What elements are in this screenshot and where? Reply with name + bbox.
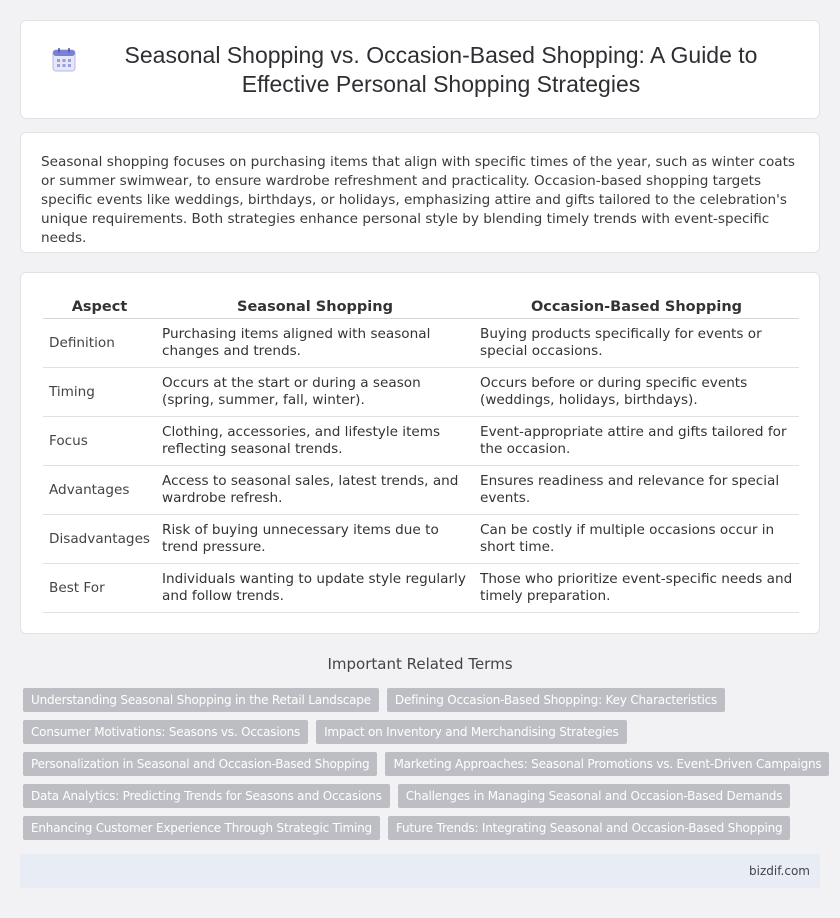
tag-row (23, 720, 823, 744)
intro-text: Seasonal shopping focuses on purchasing items that align with specific times of the year, such as winter coats or summer swimwear, to ensure wardrobe refreshment and practicality. Occasion-based shopping targets specific events like weddings, birthdays, or holidays, emphasizing attire and gifts tailored to the celebration's unique requirements. Both strategies enhance personal style by blending timely trends with event-specific needs. (41, 154, 796, 246)
tag-row (23, 688, 823, 712)
cell-seasonal: Individuals wanting to update style regularly and follow trends. (156, 564, 474, 613)
related-term-tag[interactable]: Defining Occasion-Based Shopping: Key Characteristics (387, 688, 725, 712)
table-header-row (43, 295, 799, 319)
related-terms-list (23, 688, 823, 848)
cell-aspect: Best For (43, 564, 156, 613)
table-row (43, 319, 799, 368)
header-occasion: Occasion-Based Shopping (474, 295, 799, 319)
table-row (43, 515, 799, 564)
cell-occasion: Those who prioritize event-specific needs and timely preparation. (474, 564, 799, 613)
cell-seasonal: Purchasing items aligned with seasonal changes and trends. (156, 319, 474, 368)
footer (20, 854, 820, 888)
table-row (43, 564, 799, 613)
related-term-tag[interactable]: Challenges in Managing Seasonal and Occasion-Based Demands (398, 784, 791, 808)
header-seasonal: Seasonal Shopping (156, 295, 474, 319)
header-aspect: Aspect (43, 295, 156, 319)
related-term-tag[interactable]: Enhancing Customer Experience Through Strategic Timing (23, 816, 380, 840)
cell-seasonal: Clothing, accessories, and lifestyle items reflecting seasonal trends. (156, 417, 474, 466)
tag-row (23, 752, 823, 776)
related-term-tag[interactable]: Impact on Inventory and Merchandising Strategies (316, 720, 626, 744)
cell-seasonal: Occurs at the start or during a season (spring, summer, fall, winter). (156, 368, 474, 417)
table-row (43, 466, 799, 515)
cell-occasion: Event-appropriate attire and gifts tailored for the occasion. (474, 417, 799, 466)
related-term-tag[interactable]: Personalization in Seasonal and Occasion-Based Shopping (23, 752, 377, 776)
cell-aspect: Definition (43, 319, 156, 368)
cell-seasonal: Risk of buying unnecessary items due to trend pressure. (156, 515, 474, 564)
cell-aspect: Disadvantages (43, 515, 156, 564)
related-term-tag[interactable]: Understanding Seasonal Shopping in the Retail Landscape (23, 688, 379, 712)
cell-aspect: Advantages (43, 466, 156, 515)
footer-brand[interactable]: bizdif.com (749, 864, 810, 878)
cell-seasonal: Access to seasonal sales, latest trends, and wardrobe refresh. (156, 466, 474, 515)
cell-occasion: Occurs before or during specific events (weddings, holidays, birthdays). (474, 368, 799, 417)
comparison-table (43, 295, 799, 613)
cell-occasion: Buying products specifically for events or special occasions. (474, 319, 799, 368)
cell-aspect: Focus (43, 417, 156, 466)
related-terms-title: Important Related Terms (327, 655, 513, 673)
comparison-card (20, 272, 820, 634)
intro-card (20, 132, 820, 253)
related-term-tag[interactable]: Future Trends: Integrating Seasonal and Occasion-Based Shopping (388, 816, 790, 840)
related-term-tag[interactable]: Consumer Motivations: Seasons vs. Occasions (23, 720, 308, 744)
page-title: Seasonal Shopping vs. Occasion-Based Shopping: A Guide to Effective Personal Shopping Strategies (124, 41, 758, 97)
cell-occasion: Can be costly if multiple occasions occur in short time. (474, 515, 799, 564)
related-term-tag[interactable]: Marketing Approaches: Seasonal Promotions vs. Event-Driven Campaigns (385, 752, 829, 776)
tag-row (23, 816, 823, 840)
related-term-tag[interactable]: Data Analytics: Predicting Trends for Seasons and Occasions (23, 784, 390, 808)
table-row (43, 417, 799, 466)
table-row (43, 368, 799, 417)
cell-aspect: Timing (43, 368, 156, 417)
title-card (20, 20, 820, 119)
tag-row (23, 784, 823, 808)
calendar-icon (51, 47, 77, 73)
cell-occasion: Ensures readiness and relevance for special events. (474, 466, 799, 515)
